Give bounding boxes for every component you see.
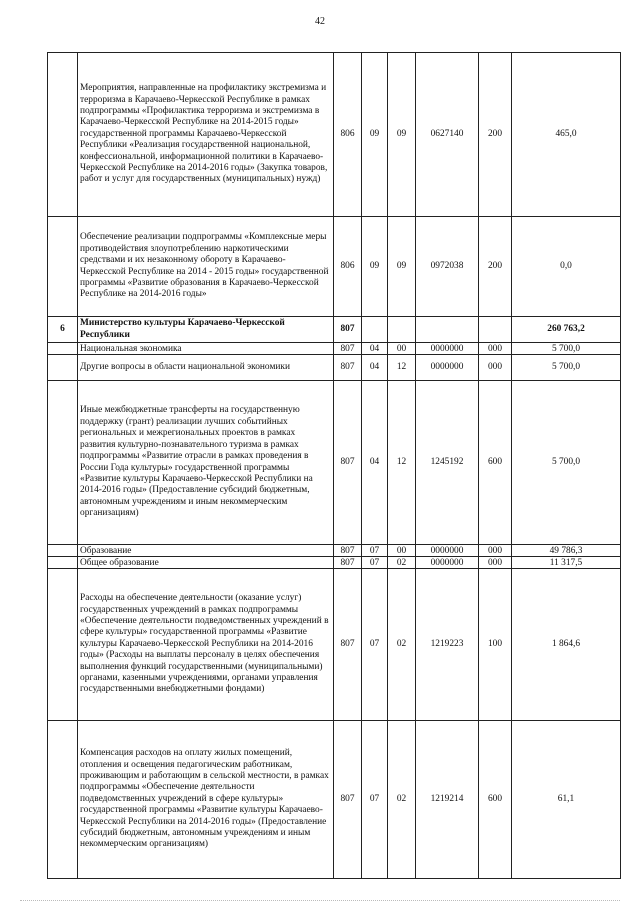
target-item-code: 1219223 xyxy=(416,569,479,721)
subsection-code: 09 xyxy=(388,53,416,217)
amount: 49 786,3 xyxy=(512,545,621,557)
subsection-code: 02 xyxy=(388,569,416,721)
subsection-code: 12 xyxy=(388,381,416,545)
expense-type-code: 200 xyxy=(479,53,512,217)
subsection-code: 12 xyxy=(388,355,416,381)
ministry-code: 806 xyxy=(334,217,362,317)
row-number xyxy=(48,721,78,879)
row-description: Расходы на обеспечение деятельности (оказание услуг) государственных учреждений в рамках подпрограммы «Обеспечение деятельности подведомственных учреждений в сфере культуры» государственной программы «Развитие культуры Карачаево-Черкесской Республики на 2014-2016 годы» (Расходы на выплаты персоналу в целях обеспечения выполнения функций государственными (муниципальными) органами, казенными учреждениями, органами управления государственными внебюджетными фондами) xyxy=(78,569,334,721)
section-code: 07 xyxy=(362,557,388,569)
ministry-code: 807 xyxy=(334,557,362,569)
row-number xyxy=(48,53,78,217)
section-code: 09 xyxy=(362,53,388,217)
subsection-code: 02 xyxy=(388,721,416,879)
row-number xyxy=(48,343,78,355)
row-description: Образование xyxy=(78,545,334,557)
expense-type-code: 600 xyxy=(479,381,512,545)
amount: 260 763,2 xyxy=(512,317,621,343)
page-number: 42 xyxy=(315,16,325,27)
table-row xyxy=(48,355,621,381)
table-row xyxy=(48,217,621,317)
row-description: Обеспечение реализации подпрограммы «Комплексные меры противодействия злоупотреблению наркотическими средствами и их незаконному обороту в Карачаево-Черкесской Республике на 2014 - 2015 годы» государственной программы «Развитие образования в Карачаево-Черкесской Республике на 2014-2016 годы» xyxy=(78,217,334,317)
table-row-ministry xyxy=(48,317,621,343)
expense-type-code xyxy=(479,317,512,343)
section-code: 09 xyxy=(362,217,388,317)
ministry-code: 807 xyxy=(334,721,362,879)
target-item-code: 1219214 xyxy=(416,721,479,879)
table-row xyxy=(48,721,621,879)
row-number xyxy=(48,381,78,545)
row-number xyxy=(48,569,78,721)
amount: 5 700,0 xyxy=(512,343,621,355)
expense-type-code: 000 xyxy=(479,343,512,355)
target-item-code: 0627140 xyxy=(416,53,479,217)
expense-type-code: 100 xyxy=(479,569,512,721)
target-item-code xyxy=(416,317,479,343)
expense-type-code: 000 xyxy=(479,545,512,557)
table-row xyxy=(48,381,621,545)
row-description: Министерство культуры Карачаево-Черкесской Республики xyxy=(78,317,334,343)
subsection-code: 00 xyxy=(388,545,416,557)
expense-type-code: 000 xyxy=(479,557,512,569)
amount: 11 317,5 xyxy=(512,557,621,569)
target-item-code: 0000000 xyxy=(416,343,479,355)
ministry-code: 807 xyxy=(334,355,362,381)
subsection-code: 09 xyxy=(388,217,416,317)
row-number xyxy=(48,217,78,317)
expense-type-code: 000 xyxy=(479,355,512,381)
ministry-code: 807 xyxy=(334,317,362,343)
amount: 5 700,0 xyxy=(512,381,621,545)
section-code: 07 xyxy=(362,545,388,557)
target-item-code: 0000000 xyxy=(416,355,479,381)
table-row xyxy=(48,343,621,355)
table-row xyxy=(48,569,621,721)
subsection-code: 00 xyxy=(388,343,416,355)
table-row xyxy=(48,557,621,569)
section-code xyxy=(362,317,388,343)
ministry-code: 807 xyxy=(334,381,362,545)
table-row xyxy=(48,545,621,557)
row-number xyxy=(48,355,78,381)
row-number xyxy=(48,557,78,569)
subsection-code: 02 xyxy=(388,557,416,569)
row-description: Иные межбюджетные трансферты на государственную поддержку (грант) реализации лучших событийных региональных и межрегиональных проектов в рамках развития культурно-познавательного туризма в рамках подпрограммы «Развитие отрасли в рамках проведения в России Года культуры» государственной программы «Развитие культуры Карачаево-Черкесской Республики на 2014-2016 годы» (Предоставление субсидий бюджетным, автономным учреждениям и иным некоммерческим организациям) xyxy=(78,381,334,545)
row-description: Мероприятия, направленные на профилактику экстремизма и терроризма в Карачаево-Черкесской Республике в рамках подпрограммы «Профилактика терроризма и экстремизма в Карачаево-Черкесской Республике на 2014-2015 годы» государственной программы Карачаево-Черкесской Республики «Реализация государственной национальной, конфессиональной, информационной политики в Карачаево-Черкесской Республике на 2014-2016 годы» (Закупка товаров, работ и услуг для государственных (муниципальных) нужд) xyxy=(78,53,334,217)
bottom-scan-edge xyxy=(20,900,620,901)
section-code: 07 xyxy=(362,721,388,879)
section-code: 07 xyxy=(362,569,388,721)
expense-type-code: 600 xyxy=(479,721,512,879)
target-item-code: 1245192 xyxy=(416,381,479,545)
ministry-code: 806 xyxy=(334,53,362,217)
row-number xyxy=(48,545,78,557)
subsection-code xyxy=(388,317,416,343)
target-item-code: 0000000 xyxy=(416,557,479,569)
amount: 0,0 xyxy=(512,217,621,317)
row-description: Общее образование xyxy=(78,557,334,569)
amount: 5 700,0 xyxy=(512,355,621,381)
section-code: 04 xyxy=(362,381,388,545)
budget-table xyxy=(47,52,621,879)
section-code: 04 xyxy=(362,355,388,381)
ministry-code: 807 xyxy=(334,545,362,557)
section-code: 04 xyxy=(362,343,388,355)
ministry-code: 807 xyxy=(334,569,362,721)
row-number: 6 xyxy=(48,317,78,343)
target-item-code: 0972038 xyxy=(416,217,479,317)
table-row xyxy=(48,53,621,217)
amount: 61,1 xyxy=(512,721,621,879)
row-description: Компенсация расходов на оплату жилых помещений, отопления и освещения педагогическим работникам, проживающим и работающим в сельской местности, в рамках подпрограммы «Обеспечение деятельности подведомственных учреждений в сфере культуры» государственной программы «Развитие культуры Карачаево-Черкесской Республики на 2014-2016 годы» (Предоставление субсидий бюджетным, автономным учреждениям и иным некоммерческим организациям) xyxy=(78,721,334,879)
target-item-code: 0000000 xyxy=(416,545,479,557)
row-description: Другие вопросы в области национальной экономики xyxy=(78,355,334,381)
expense-type-code: 200 xyxy=(479,217,512,317)
row-description: Национальная экономика xyxy=(78,343,334,355)
amount: 465,0 xyxy=(512,53,621,217)
ministry-code: 807 xyxy=(334,343,362,355)
amount: 1 864,6 xyxy=(512,569,621,721)
